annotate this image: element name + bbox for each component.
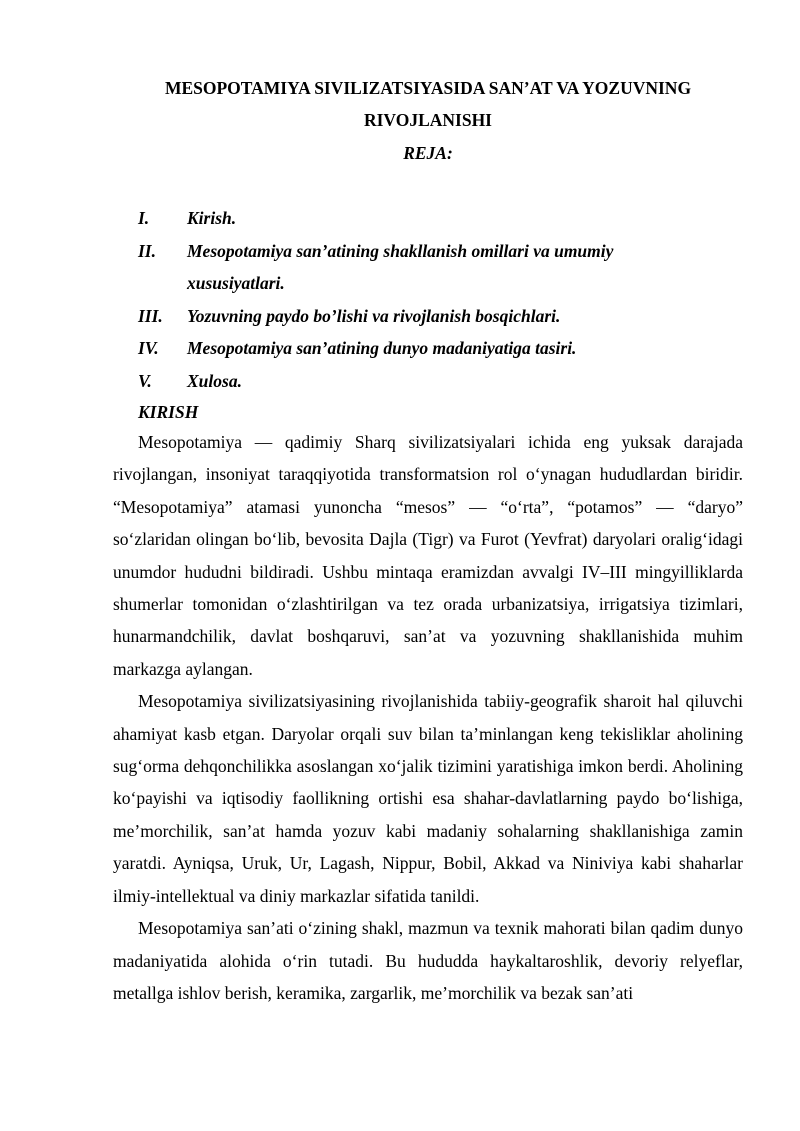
plan-list (138, 202, 758, 397)
body-paragraph: Mesopotamiya sivilizatsiyasining rivojlanishida tabiiy-geografik sharoit hal qiluvchi ahamiyat kasb etgan. Daryolar orqali suv bilan ta’minlangan keng tekisliklar aholining sug‘orma dehqonchilikka asoslangan xo‘jalik tizimini yaratishiga imkon berdi. Aholining ko‘payishi va iqtisodiy faollikning ortishi esa shahar-davlatlarning paydo bo‘lishiga, me’morchilik, san’at hamda yozuv kabi madaniy sohalarning shakllanishiga zamin yaratdi. Ayniqsa, Uruk, Ur, Lagash, Nippur, Bobil, Akkad va Niniviya kabi shaharlar ilmiy-intellektual va diniy markazlar sifatida tanildi. (113, 691, 743, 906)
plan-item-text: Yozuvning paydo bo’lishi va rivojlanish bosqichlari. (187, 305, 561, 326)
document-title-line-1: MESOPOTAMIYA SIVILIZATSIYASIDA SAN’AT VA YOZUVNING (164, 78, 692, 98)
body-paragraph: Mesopotamiya san’ati o‘zining shakl, mazmun va texnik mahorati bilan qadim dunyo madaniyatida alohida o‘rin tutadi. Bu hududda haykaltaroshlik, devoriy relyeflar, metallga ishlov berish, keramika, zargarlik, me’morchilik va bezak san’ati (113, 918, 743, 1003)
plan-item-number: II. (138, 240, 156, 261)
introduction-body (113, 426, 743, 1009)
plan-item-number: III. (138, 305, 163, 326)
plan-item (138, 300, 758, 333)
plan-item (138, 365, 758, 398)
plan-item (138, 202, 758, 235)
plan-heading: REJA: (403, 143, 453, 163)
plan-item (138, 332, 758, 365)
plan-item-number: I. (138, 208, 150, 228)
document-title-line-2: RIVOJLANISHI (363, 110, 492, 130)
plan-item-number: V. (138, 370, 152, 391)
section-heading-introduction: KIRISH (138, 402, 199, 422)
plan-item-number: IV. (138, 338, 159, 358)
plan-item (138, 235, 758, 300)
body-paragraph: Mesopotamiya — qadimiy Sharq sivilizatsiyalari ichida eng yuksak darajada rivojlangan, insoniyat taraqqiyotida transformatsion rol o‘ynagan hududlardan biridir. “Mesopotamiya” atamasi yunoncha “mesos” — “o‘rta”, “potamos” — “daryo” so‘zlaridan olingan bo‘lib, bevosita Dajla (Tigr) va Furot (Yevfrat) daryolari oralig‘idagi unumdor hududni bildiradi. Ushbu mintaqa eramizdan avvalgi IV–III mingyilliklarda shumerlar tomonidan o‘zlashtirilgan va tez orada urbanizatsiya, irrigatsiya tizimlari, hunarmandchilik, davlat boshqaruvi, san’at va yozuvning shakllanishida muhim markazga aylangan. (113, 432, 743, 679)
plan-item-text: Kirish. (187, 208, 237, 228)
plan-item-text: Mesopotamiya san’atining shakllanish omillari va umumiy xususiyatlari. (187, 240, 614, 293)
plan-item-text: Mesopotamiya san’atining dunyo madaniyatiga tasiri. (187, 338, 577, 358)
plan-item-text: Xulosa. (187, 370, 242, 391)
